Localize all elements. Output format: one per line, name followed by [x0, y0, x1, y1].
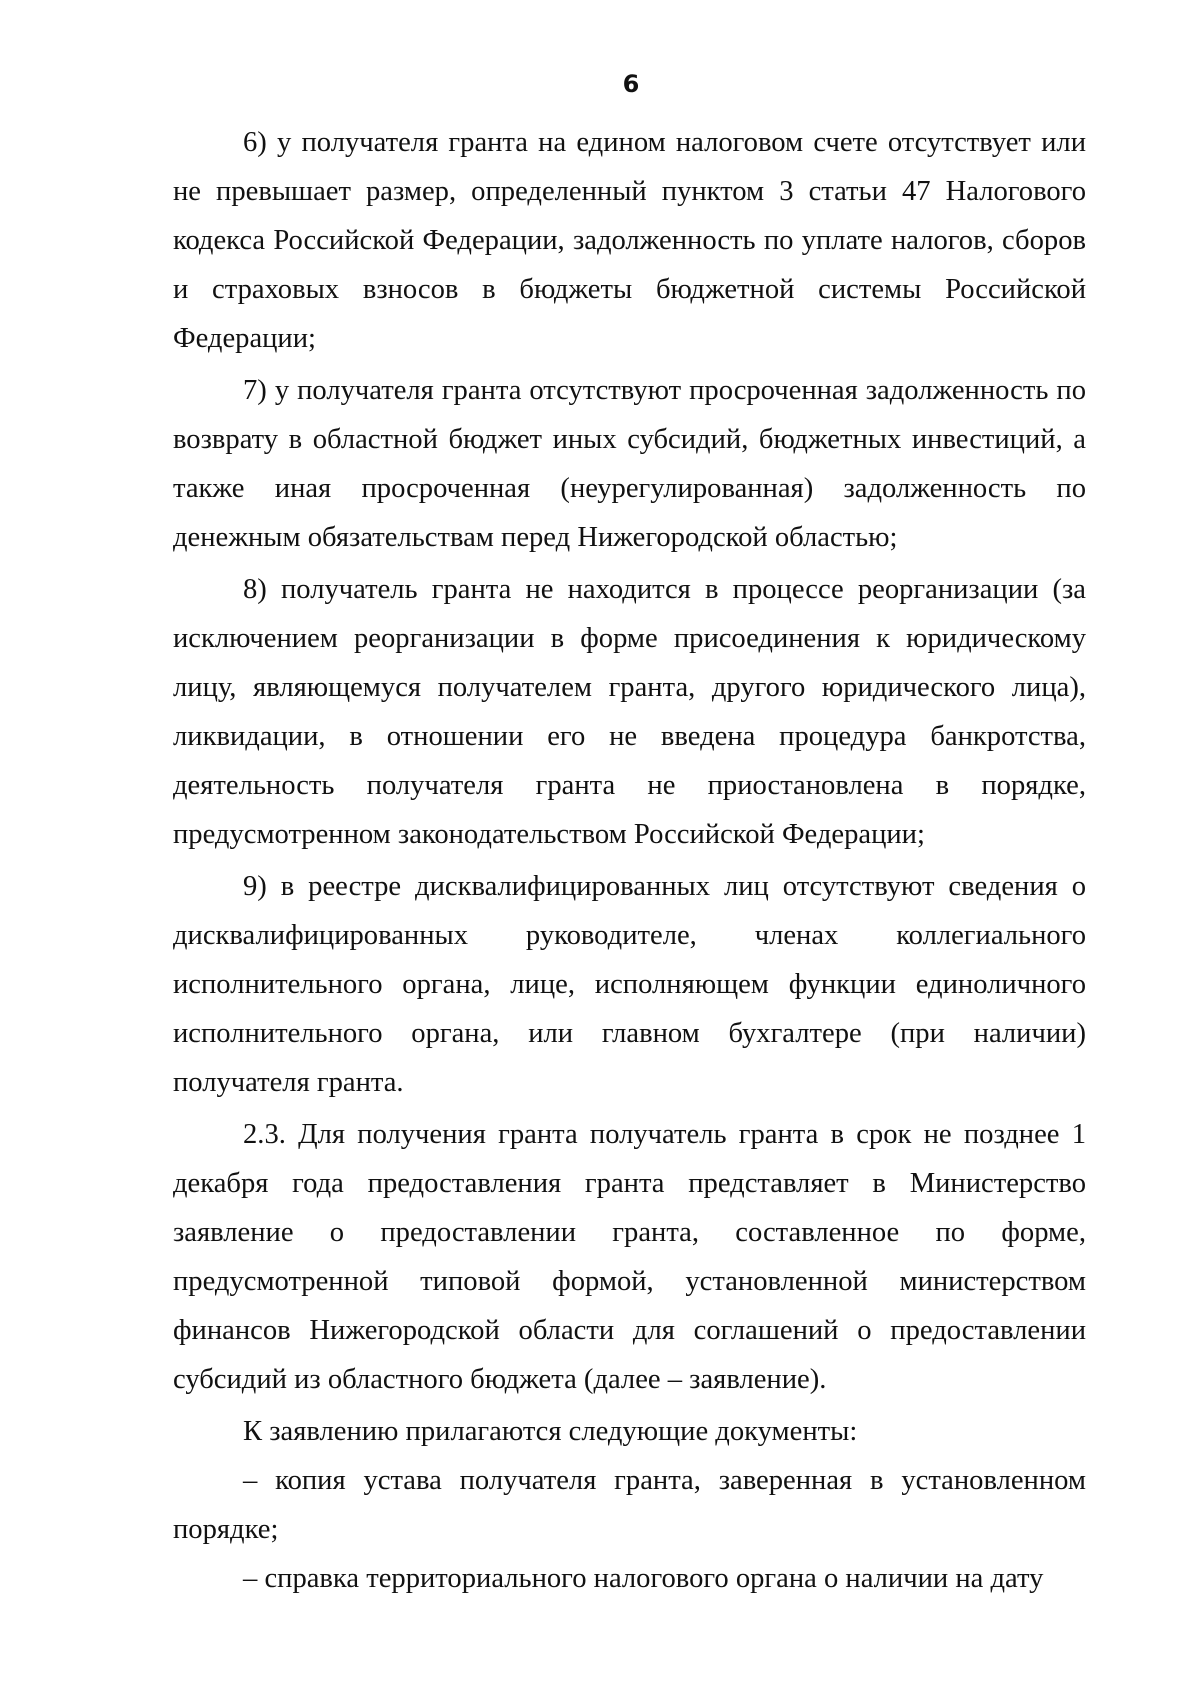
attachment-item-charter-copy: – копия устава получателя гранта, заверенная в установленном порядке; [173, 1465, 1086, 1545]
document-body [173, 118, 1086, 1603]
page-number: 6 [622, 70, 640, 98]
paragraph-item-6: 6) у получателя гранта на едином налоговом счете отсутствует или не превышает размер, определенный пунктом 3 статьи 47 Налогового кодекса Российской Федерации, задолженность по уплате налогов, сборов и страховых взносов в бюджеты бюджетной системы Российской Федерации; [173, 127, 1086, 354]
attachment-item-tax-certificate: – справка территориального налогового органа о наличии на дату [243, 1563, 1044, 1594]
paragraph-item-8: 8) получатель гранта не находится в процессе реорганизации (за исключением реорганизации в форме присоединения к юридическому лицу, являющемуся получателем гранта, другого юридического лица), ликвидации, в отношении его не введена процедура банкротства, деятельность получателя гранта не приостановлена в порядке, предусмотренном законодательством Российской Федерации; [173, 574, 1086, 850]
paragraph-attachments-intro: К заявлению прилагаются следующие документы: [243, 1416, 858, 1447]
paragraph-section-2-3: 2.3. Для получения гранта получатель гранта в срок не позднее 1 декабря года предоставления гранта представляет в Министерство заявление о предоставлении гранта, составленное по форме, предусмотренной типовой формой, установленной министерством финансов Нижегородской области для соглашений о предоставлении субсидий из областного бюджета (далее – заявление). [173, 1119, 1086, 1395]
paragraph-item-7: 7) у получателя гранта отсутствуют просроченная задолженность по возврату в областной бюджет иных субсидий, бюджетных инвестиций, а также иная просроченная (неурегулированная) задолженность по денежным обязательствам перед Нижегородской областью; [173, 375, 1086, 553]
paragraph-item-9: 9) в реестре дисквалифицированных лиц отсутствуют сведения о дисквалифицированных руководителе, членах коллегиального исполнительного органа, лице, исполняющем функции единоличного исполнительного органа, или главном бухгалтере (при наличии) получателя гранта. [173, 871, 1086, 1098]
